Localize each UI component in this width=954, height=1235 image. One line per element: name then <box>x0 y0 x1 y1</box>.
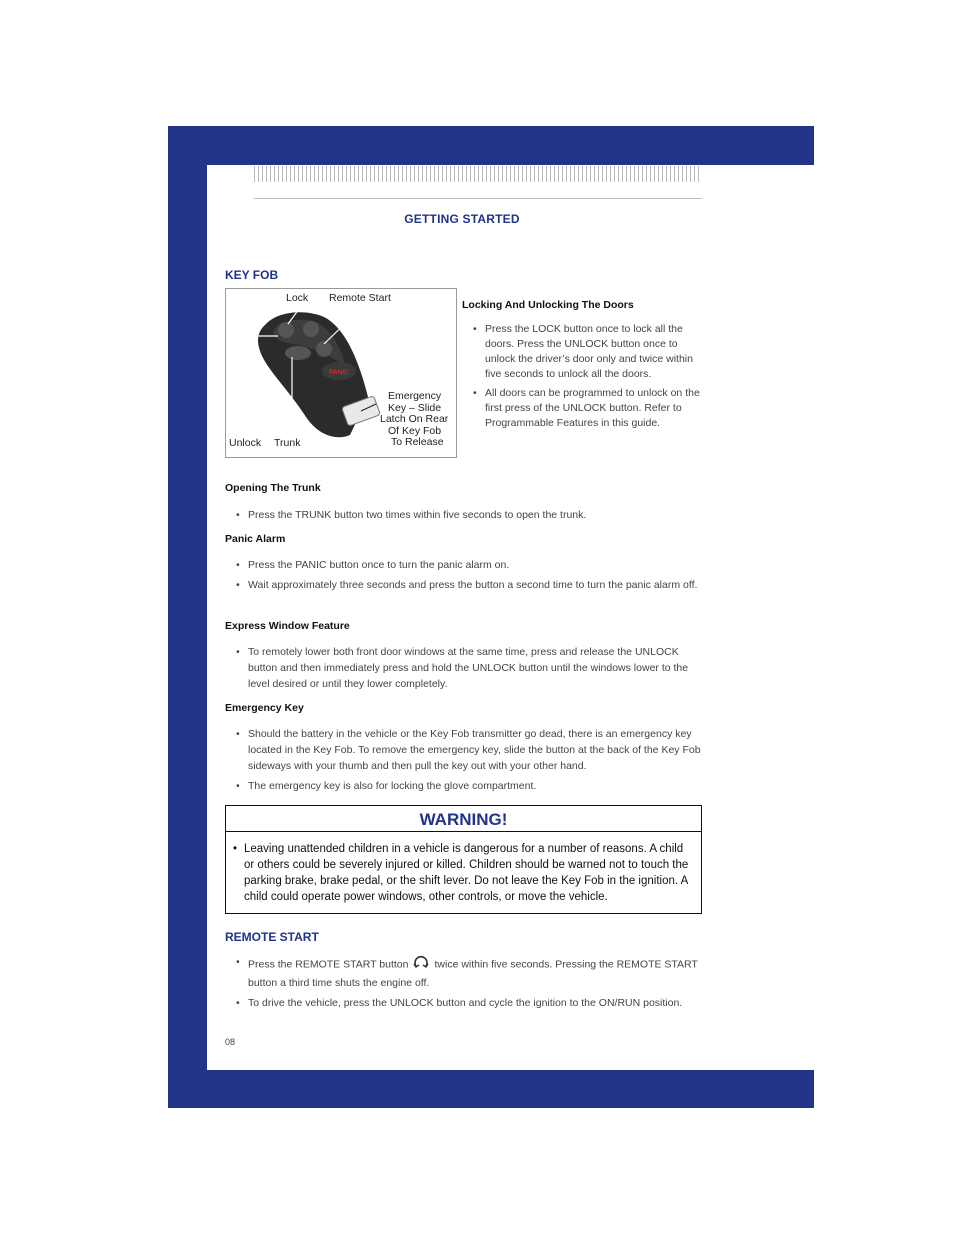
locking-list <box>462 322 704 435</box>
express-window-subheading: Express Window Feature <box>225 620 350 632</box>
list-item: • To remotely lower both front door windows at the same time, press and release the UNLOCK button and then immediately press and hold the UNLOCK button until the windows lower to the level desired or until they lower completely. <box>225 644 703 692</box>
emergency-key-subheading: Emergency Key <box>225 702 304 714</box>
figure-label-unlock: Unlock <box>229 437 262 449</box>
list-item: • To drive the vehicle, press the UNLOCK button and cycle the ignition to the ON/RUN position. <box>225 995 703 1011</box>
warning-body <box>226 832 701 905</box>
panic-subheading: Panic Alarm <box>225 533 286 545</box>
figure-label-emergency-key: Emergency Key – Slide Latch On Rear Of Key Fob To Release <box>380 390 449 448</box>
trunk-subheading: Opening The Trunk <box>225 482 321 494</box>
list-item: • Should the battery in the vehicle or the Key Fob transmitter go dead, there is an emergency key located in the Key Fob. To remove the emergency key, slide the button at the back of the Key Fob sideways with your thumb and then pull the key out with your other hand. <box>225 726 703 774</box>
trunk-list <box>225 507 703 527</box>
panic-label: PANIC <box>329 369 349 376</box>
list-item: • The emergency key is also for locking the glove compartment. <box>225 778 703 794</box>
remote-start-heading: REMOTE START <box>225 930 319 944</box>
express-window-list <box>225 644 703 696</box>
remote-start-list <box>225 954 703 1015</box>
warning-title: WARNING! <box>226 806 701 832</box>
remote-start-text-before: Press the REMOTE START button <box>248 958 409 971</box>
header-rule <box>254 198 702 199</box>
running-head: GETTING STARTED <box>404 212 520 226</box>
page-number: 08 <box>225 1037 236 1047</box>
unlock-button <box>303 321 319 337</box>
trunk-button <box>285 346 311 360</box>
figure-label-trunk: Trunk <box>274 437 301 449</box>
lock-button <box>278 322 294 338</box>
emergency-key-list <box>225 726 703 798</box>
figure-label-lock: Lock <box>286 292 309 304</box>
list-item: • Press the PANIC button once to turn the panic alarm on. <box>225 557 703 573</box>
figure-label-remote-start: Remote Start <box>329 292 391 304</box>
list-item <box>225 954 703 991</box>
locking-subheading: Locking And Unlocking The Doors <box>462 299 634 311</box>
list-item: • All doors can be programmed to unlock on the first press of the UNLOCK button. Refer to Programmable Features in this guide. <box>462 386 704 431</box>
remote-start-icon <box>412 954 430 975</box>
warning-text: Leaving unattended children in a vehicle is dangerous for a number of reasons. A child or others could be severely injured or killed. Children should be warned not to touch the parking brake, brake pedal, or the shift lever. Do not leave the Key Fob in the ignition. A child could operate power windows, other controls, or move the vehicle. <box>244 843 689 903</box>
decorative-tick-bar <box>254 166 702 182</box>
warning-bullet: • <box>233 843 238 855</box>
key-fob-heading: KEY FOB <box>225 268 279 282</box>
warning-box <box>225 805 702 914</box>
list-item: • Press the TRUNK button two times within five seconds to open the trunk. <box>225 507 703 523</box>
list-item: • Wait approximately three seconds and press the button a second time to turn the panic alarm off. <box>225 577 703 593</box>
key-fob-figure <box>225 288 457 458</box>
remote-start-text-after: twice within five seconds. Pressing the REMOTE START button a third time shuts the engine off. <box>248 958 698 989</box>
panic-list <box>225 557 703 597</box>
list-item: • Press the LOCK button once to lock all the doors. Press the UNLOCK button once to unlock the driver’s door only and twice within five seconds to unlock all the doors. <box>462 322 704 382</box>
